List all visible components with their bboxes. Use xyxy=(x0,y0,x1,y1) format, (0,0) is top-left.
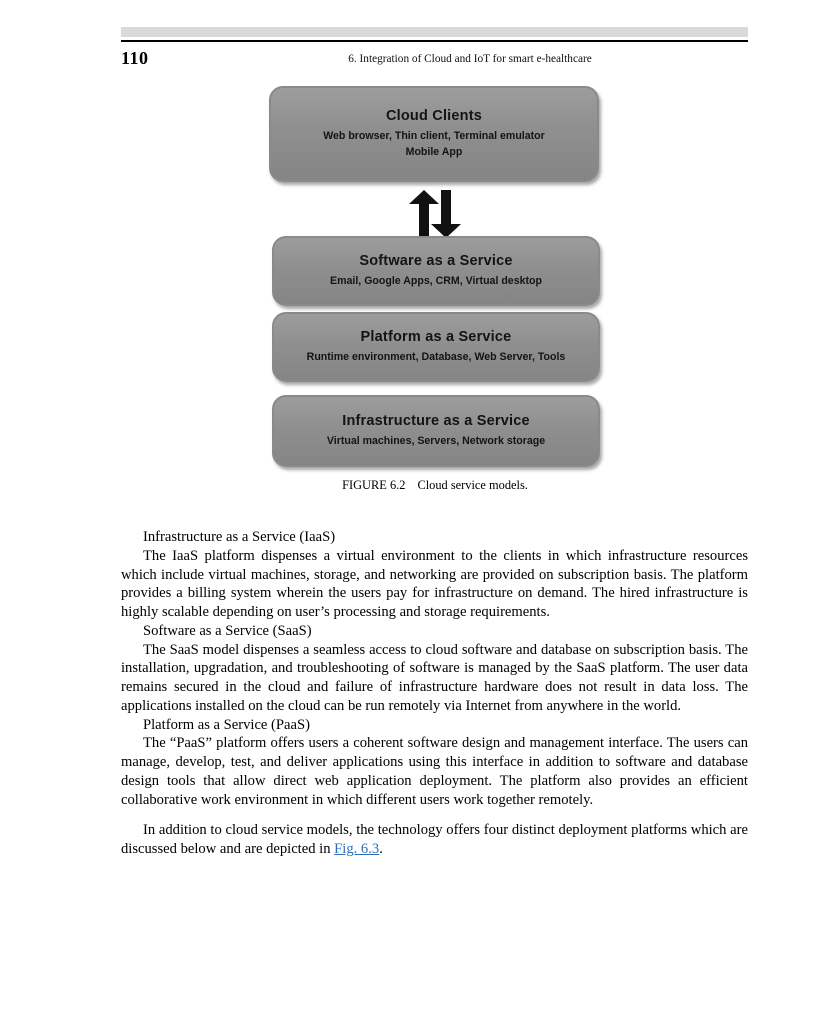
paragraph-text-before-link: In addition to cloud service models, the technology offers four distinct deployment platforms which are discussed below and are depicted in xyxy=(121,822,748,857)
figure-box-subtitle: Web browser, Thin client, Terminal emulator Mobile App xyxy=(323,130,545,158)
figure-caption-label: FIGURE 6.2 xyxy=(342,478,406,492)
figure-box-subtitle: Virtual machines, Servers, Network storage xyxy=(326,434,546,447)
figure-box-platform-as-a-service xyxy=(272,312,600,382)
figure-cross-reference-link[interactable]: Fig. 6.3 xyxy=(334,841,380,857)
paragraph-saas: The SaaS model dispenses a seamless access to cloud software and database on subscription basis. The installation, upgradation, and troubleshooting of software is managed by the SaaS platform. The user data remains secured in the cloud and failure of infrastructure hardware does not result in data loss. The applications installed on the cloud can be run remotely via Internet from anywhere in the world. xyxy=(121,641,748,714)
figure-box-infrastructure-as-a-service xyxy=(272,395,600,467)
paragraph-deployment-intro xyxy=(121,821,748,859)
figure-box-subtitle: Email, Google Apps, CRM, Virtual desktop xyxy=(330,274,542,287)
paragraph-paas-heading: Platform as a Service (PaaS) xyxy=(143,716,310,733)
figure-box-software-as-a-service xyxy=(272,236,600,306)
paragraph-iaas: The IaaS platform dispenses a virtual environment to the clients in which infrastructure resources which include virtual machines, storage, and networking are provided on subscription basis. The platform provides a billing system wherein the users pay for infrastructure on demand. The hired infrastructure is highly scalable depending on user’s processing and storage requirements. xyxy=(121,547,748,620)
figure-caption xyxy=(264,478,606,493)
body-text-column xyxy=(121,528,748,859)
figure-box-title: Cloud Clients xyxy=(385,108,483,125)
figure-box-cloud-clients xyxy=(269,86,599,182)
page-number: 110 xyxy=(121,48,149,68)
running-head: 6. Integration of Cloud and IoT for smart e-healthcare xyxy=(348,53,592,65)
header-rule-band xyxy=(121,27,748,37)
figure-box-title: Software as a Service xyxy=(359,252,513,269)
figure-box-subtitle: Runtime environment, Database, Web Server, Tools xyxy=(306,350,566,363)
paragraph-paas: The “PaaS” platform offers users a coherent software design and management interface. The users can manage, develop, test, and deliver applications using this interface in addition to software and database design tools that allow direct web application deployment. The platform also provides an efficient collaborative work environment in which different users work together remotely. xyxy=(121,735,748,808)
paragraph-text-after-link: . xyxy=(379,841,383,857)
figure-box-title: Infrastructure as a Service xyxy=(342,412,530,429)
paragraph-saas-heading: Software as a Service (SaaS) xyxy=(143,622,312,639)
up-down-arrows-icon xyxy=(399,190,469,238)
header-rule-line xyxy=(121,40,748,42)
figure-caption-text: Cloud service models. xyxy=(417,478,528,492)
paragraph-iaas-heading: Infrastructure as a Service (IaaS) xyxy=(143,529,336,545)
figure-box-title: Platform as a Service xyxy=(360,328,512,345)
